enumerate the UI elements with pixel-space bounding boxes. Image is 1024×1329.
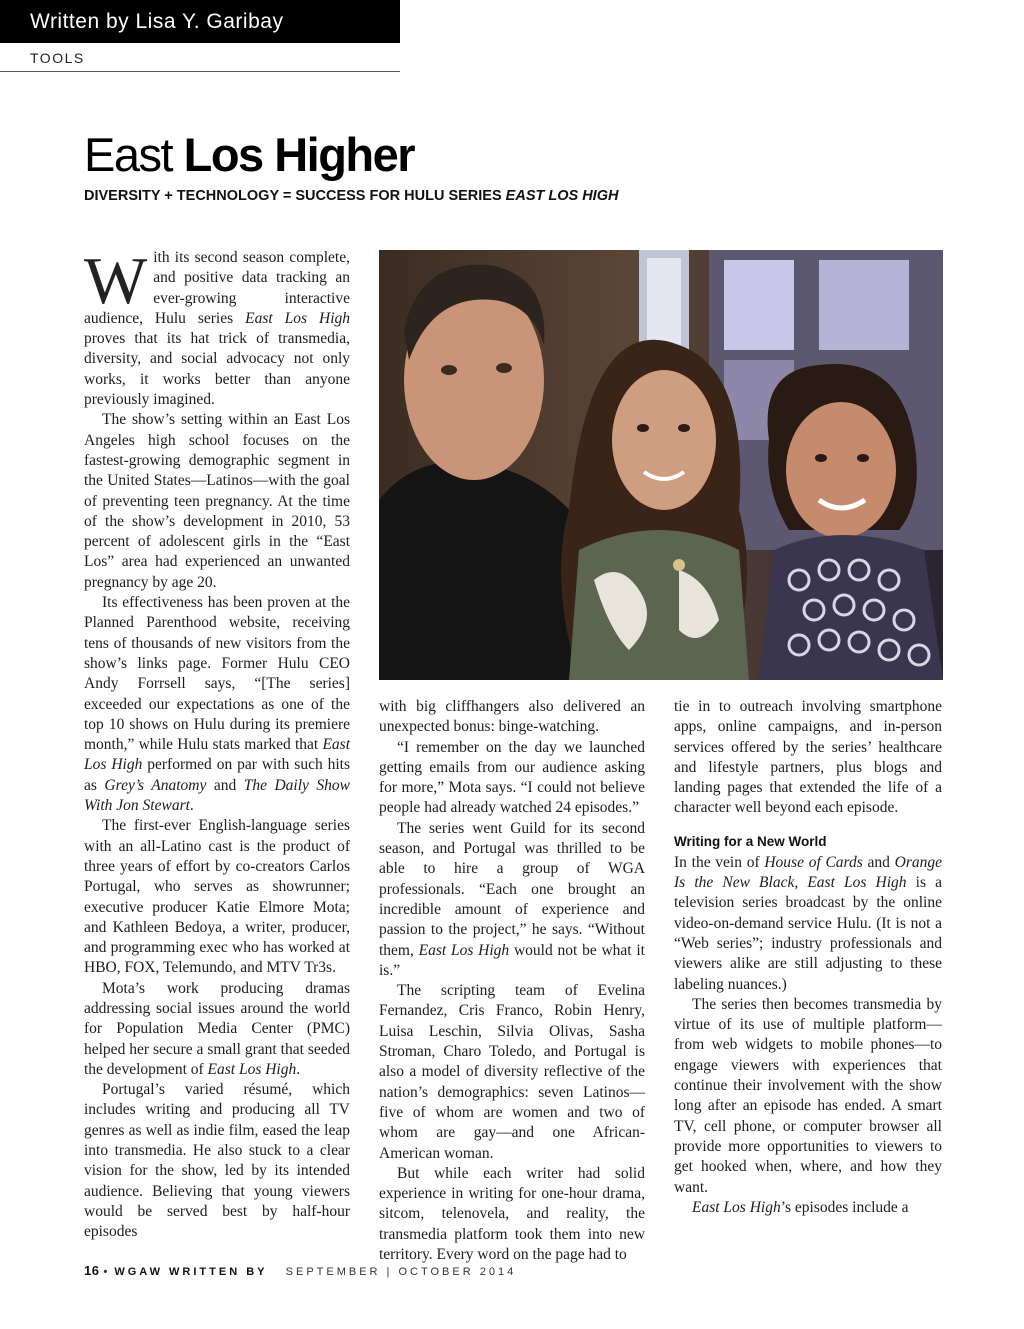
- article-column-1: [84, 244, 351, 1243]
- paragraph: The first-ever English-language series with an all-Latino cast is the product of three years of effort by co-creators Carlos Portugal, who serves as showrunner; executive producer Katie Elmore Mota; and Kathleen Bedoya, a writer, producer, and programming exec who has worked at HBO, FOX, Telemundo, and MTV Tr3s.: [84, 817, 350, 977]
- footer-separator: •: [103, 1266, 111, 1278]
- byline-text: Written by Lisa Y. Garibay: [30, 10, 284, 33]
- subhead-italic: EAST LOS HIGH: [505, 188, 619, 204]
- paragraph: The series then becomes transmedia by virtue of its use of multiple platform—from web widgets to mobile phones—to engage viewers with experiences that continue their involvement with the show long after an episode has ended. A smart TV, cell phone, or computer browser all provide more opportunities to viewers to get hooked when, where, and how they want.: [674, 995, 942, 1196]
- paragraph: In the vein of House of Cards and Orange Is the New Black, East Los High is a television series broadcast by the online video-on-demand service Hulu. (It is not a “Web series”; industry professionals and viewers alike are still adjusting to these labeling nuances.): [674, 853, 943, 993]
- section-divider: [0, 71, 400, 72]
- issue-date: SEPTEMBER | OCTOBER 2014: [285, 1266, 517, 1278]
- group-photo-icon: [379, 250, 943, 680]
- article-title: [84, 125, 414, 185]
- paragraph: The series went Guild for its second season, and Portugal was thrilled to be able to hire a group of WGA professionals. “Each one brought an incredible amount of experience and passion to the project,” he says. “Without them, East Los High would not be what it is.”: [379, 819, 645, 979]
- paragraph: East Los High’s episodes include a: [692, 1198, 909, 1216]
- article-column-2: [379, 697, 645, 1265]
- paragraph: tie in to outreach involving smartphone apps, online campaigns, and in-person services offered by the series’ healthcare and lifestyle partners, plus blogs and landing pages that extended the life of a character well beyond each episode.: [674, 698, 942, 817]
- paragraph: “I remember on the day we launched getting emails from our audience asking for more,” Mota says. “I could not believe people had already watched 24 episodes.”: [379, 738, 645, 817]
- title-light: East: [84, 128, 173, 181]
- paragraph: with big cliffhangers also delivered an unexpected bonus: binge-watching.: [379, 698, 645, 736]
- paragraph: Mota’s work producing dramas addressing social issues around the world for Population Media Center (PMC) helped her secure a small grant that seeded the development of East Los High.: [84, 979, 350, 1078]
- article-column-3: [674, 697, 942, 1218]
- article-subhead: [84, 186, 618, 206]
- paragraph: The show’s setting within an East Los Angeles high school focuses on the fastest-growing demographic segment in the United States—Latinos—with the goal of preventing teen pregnancy. At the time of the show’s development in 2010, 53 percent of adolescent girls in the “East Los” area had experienced an unwanted pregnancy by age 20.: [84, 411, 350, 591]
- paragraph: Portugal’s varied résumé, which includes writing and producing all TV genres as well as indie film, eased the leap into transmedia. He also stuck to a clear vision for the show, led by its intended audience. Believing that young viewers would be served best by half-hour episodes: [84, 1081, 350, 1241]
- section-label: TOOLS: [30, 50, 85, 66]
- section-heading: Writing for a New World: [674, 833, 827, 849]
- article-photo: [379, 250, 943, 680]
- subhead-text: DIVERSITY + TECHNOLOGY = SUCCESS FOR HULU SERIES: [84, 188, 502, 204]
- page-footer: [84, 1263, 516, 1278]
- paragraph: With its second season complete, and positive data tracking an ever-growing interactive audience, Hulu series East Los High proves that its hat trick of transmedia, diversity, and social advocacy not only works, it works better than anyone previously imagined.: [84, 244, 350, 409]
- paragraph: Its effectiveness has been proven at the Planned Parenthood website, receiving tens of thousands of new visitors from the show’s links page. Former Hulu CEO Andy Forrsell says, “[The series] exceeded our expectations as one of the top 10 shows on Hulu during its premiere month,” while Hulu stats marked that East Los High performed on par with such hits as Grey’s Anatomy and The Daily Show With Jon Stewart.: [84, 594, 351, 815]
- publication-name: WGAW WRITTEN BY: [114, 1266, 268, 1278]
- title-bold: Los Higher: [183, 128, 415, 181]
- drop-cap: W: [84, 244, 148, 318]
- byline-bar: [0, 0, 400, 43]
- paragraph: The scripting team of Evelina Fernandez, Cris Franco, Robin Henry, Luisa Leschin, Silvia Olivas, Sasha Stroman, Charo Toledo, and Portugal is also a model of diversity reflective of the nation’s demographics: seven Latinos—five of whom are women and two of whom are gay—and one African-American woman.: [379, 982, 645, 1162]
- page-number: 16: [84, 1263, 100, 1278]
- paragraph: But while each writer had solid experience in writing for one-hour drama, sitcom, telenovela, and reality, the transmedia platform took them into new territory. Every word on the page had to: [379, 1164, 645, 1264]
